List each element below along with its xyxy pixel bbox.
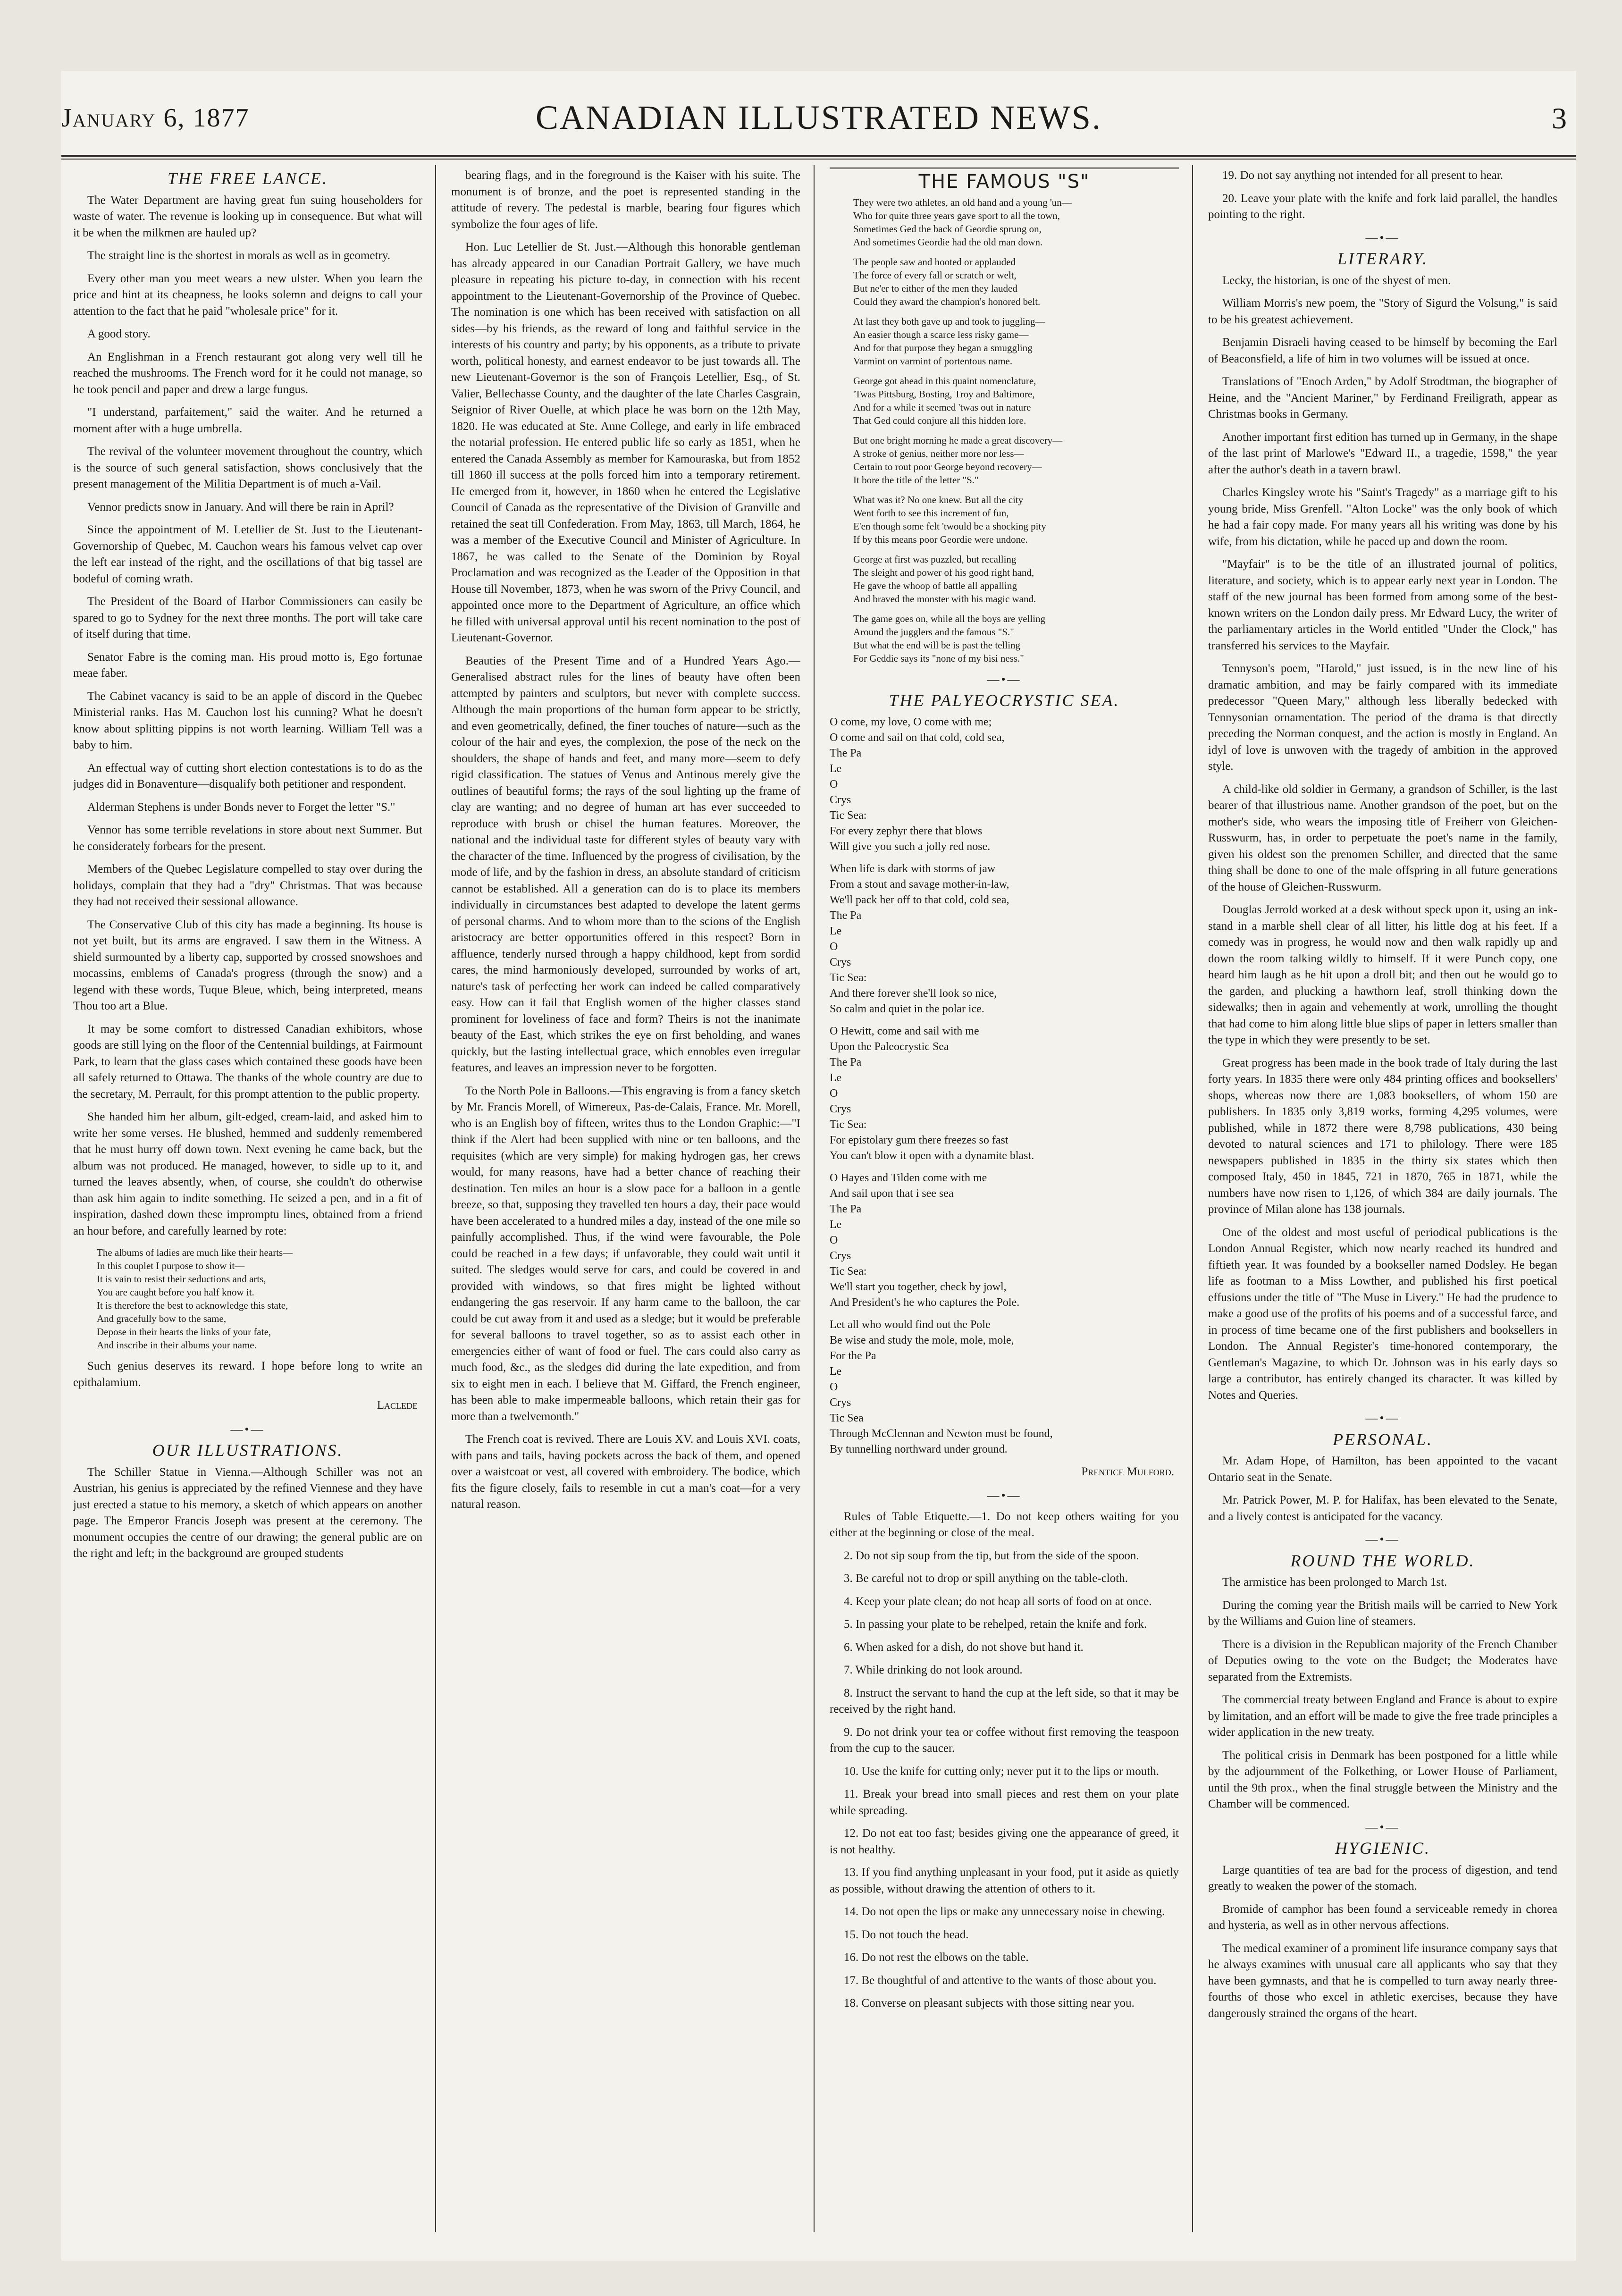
rule-item: 11. Break your bread into small pieces and rest them on your plate while spreading. [830, 1788, 1179, 1817]
verse-line: Crys [830, 956, 851, 968]
ornament-divider: —•— [1365, 1532, 1400, 1546]
literary-item: Charles Kingsley wrote his "Saint's Tragedy" as a marriage gift to his young bride, Miss Grenfell. "Alton Locke" was the only book of which he had a fair copy made. For many years all his writing was done by his wife, from his dictation, while he paced up and down the room. [1208, 486, 1557, 548]
stanza [830, 861, 1179, 1017]
section-title-personal: PERSONAL. [1333, 1430, 1433, 1449]
verse-line: O [830, 1234, 838, 1246]
paragraph: The Conservative Club of this city has made a beginning. Its house is not yet built, but its arms are engraved. I saw them in the Witness. A shield surmounted by a liberty cap, supported by crossed snowshoes and mocassins, emblems of Canada's progress (through the snow) and a legend with these words, Tuque Bleue, which, being interpreted, means Thou too art a Blue. [73, 918, 422, 1012]
world-item: The armistice has been prolonged to March 1st. [1222, 1576, 1447, 1589]
section-title-round-world: ROUND THE WORLD. [1290, 1551, 1475, 1570]
verse-line: The force of every fall or scratch or welt, [853, 269, 1017, 281]
verse-line: Tic Sea: [830, 809, 867, 822]
rule-item: 15. Do not touch the head. [844, 1928, 969, 1941]
paragraph: "I understand, parfaitement," said the waiter. And he returned a moment after with a huge umbrella. [73, 406, 422, 435]
paragraph: Members of the Quebec Legislature compelled to stay over during the holidays, complain that they had a "dry" Christmas. That was because they had not received their sessional allowance. [73, 863, 422, 908]
verse-line: Crys [830, 793, 851, 806]
literary-item: Benjamin Disraeli having ceased to be himself by becoming the Earl of Beaconsfield, a life of him in two volumes will be issued at once. [1208, 336, 1557, 365]
paragraph: She handed him her album, gilt-edged, cream-laid, and asked him to write her some verses. He blushed, hemmed and suddenly remembered that he must hurry off down town. Next evening he came back, but the album was not produced. He managed, however, to sidle up to it, and turned the leaves absently, when, of course, she couldn't do otherwise than ask him again to indite something. He seized a pen, and in a fit of inspiration, dashed down these impromptu lines, obtained from a friend an hour before, and carefully learned by rote: [73, 1110, 422, 1237]
rule-item: 4. Keep your plate clean; do not heap all sorts of food on at once. [844, 1595, 1152, 1608]
verse-line: The Pa [830, 909, 862, 922]
verse-line: Tic Sea [830, 1412, 864, 1424]
paragraph: The straight line is the shortest in morals as well as in geometry. [87, 249, 390, 262]
verse-line: He gave the whoop of battle all appalling [853, 580, 1017, 591]
column-3 [830, 168, 1179, 2244]
issue-date: January 6, 1877 [61, 103, 250, 133]
rule-item: 13. If you find anything unpleasant in your food, put it aside as quietly as possible, without drawing the attention of others to it. [830, 1866, 1179, 1895]
verse-line: 'Twas Pittsburg, Bosting, Troy and Baltimore, [853, 388, 1035, 400]
verse-line: Tic Sea: [830, 971, 867, 984]
paragraph: To the North Pole in Balloons.—This engraving is from a fancy sketch by Mr. Francis Morell, of Wimereux, Pas-de-Calais, France. Mr. Morell, who is an English boy of fifteen, writes thus to the London Graphic:—"I think if the Alert had been supplied with nine or ten balloons, and the requisites (which are very simple) for making hydrogen gas, her crews would, for many reasons, have had a better chance of reaching their destination. Ten miles an hour is a slow pace for a balloon in a gentle breeze, so that, supposing they travelled ten hours a day, their pace would have been accelerated to a hundred miles a day, instead of the one mile so painfully accomplished. Thus, if the wind were favourable, the Pole could be reached in a few days; if unfavorable, they could wait until it suited. The sledges would serve for cars, and could be covered in and provided with windows, so that fires might be lighted without endangering the gas reservoir. If any harm came to the balloon, the car could be cut away from it and used as a sledge; but it would be preferable for several balloons to travel together, so as to assist each other in emergencies either of want of food or fuel. The cars could also carry as much food, &c., as the sledges did during the late expedition, and from six to eight men in each. I believe that M. Giffard, the French engineer, has been able to make impermeable balloons, which retain their gas for more than a twelvemonth." [451, 1084, 800, 1423]
signature-laclede: Laclede [377, 1399, 418, 1412]
ornament-divider: —•— [1365, 1411, 1400, 1425]
literary-item: "Mayfair" is to be the title of an illustrated journal of politics, literature, and society, which is to appear early next year in London. The staff of the new journal has been formed from among some of the best-known writers on the London daily press. Mr Edward Lucy, the writer of the parliamentary articles in the World entitled "Under the Clock," has transferred his services to the Mayfair. [1208, 558, 1557, 652]
verse-line: George got ahead in this quaint nomenclature, [853, 375, 1036, 387]
hygienic-item: The medical examiner of a prominent life insurance company says that he always examines with unusual care all applicants who say that they have been gymnasts, and that he is compelled to turn away nearly three-fourths of those who excel in athletic exercises, because they have dangerously strained the organs of the heart. [1208, 1942, 1557, 2020]
verse-line: For every zephyr there that blows [830, 824, 983, 837]
verse-line: Could they award the champion's honored belt. [853, 295, 1041, 307]
column-divider [814, 165, 815, 2232]
verse-line: Le [830, 1365, 842, 1378]
verse-line: We'll pack her off to that cold, cold sea, [830, 893, 1009, 906]
literary-item: One of the oldest and most useful of periodical publications is the London Annual Register, which now nearly reached its hundred and fiftieth year. It was founded by a bookseller named Dodsley. He began life as footman to a Miss Lowther, and published his first poetical effusions under the title of "The Muse in Livery." He had the prudence to make a good use of the profits of his poems and of a successful farce, and in process of time became one of the first publishers and booksellers in London. The Annual Register's time-honored contemporary, the Gentleman's Magazine, to which Dr. Johnson was in his early days so large a contributor, has entirely changed its character. It was killed by Notes and Queries. [1208, 1226, 1557, 1402]
literary-item: Tennyson's poem, "Harold," just issued, is in the new line of his dramatic ambition, and may be fairly compared with its immediate predecessor "Queen Mary," although less liberally bedecked with Tennysonian ornamentation. The period of the drama is that directly preceding the Norman conquest, and the action is mostly in England. An idyl of love is unwoven with the tragedy of ambition in the approved style. [1208, 662, 1557, 773]
illustrations-paragraph: The Schiller Statue in Vienna.—Although Schiller was not an Austrian, his genius is appreciated by the refined Viennese and they have just erected a statue to his memory, a sketch of which appears on another page. The Emperor Francis Joseph was present at the ceremony. The monument occupies the centre of our drawing; the general public are on the right and left; in the background are grouped students [73, 1465, 422, 1560]
verse-line: It is therefore the best to acknowledge this state, [97, 1300, 288, 1311]
verse-line: But what the end will be is past the telling [853, 639, 1021, 651]
rule-item: 20. Leave your plate with the knife and fork laid parallel, the handles pointing to the right. [1208, 192, 1557, 221]
verse-line: They were two athletes, an old hand and a young 'un— [853, 196, 1072, 208]
paragraph: An Englishman in a French restaurant got along very well till he reached the mushrooms. The French word for it he could not manage, so he took pencil and paper and drew a large fungus. [73, 350, 422, 396]
section-title-illustrations: OUR ILLUSTRATIONS. [152, 1441, 344, 1460]
rule-item: 6. When asked for a dish, do not shove but hand it. [844, 1640, 1084, 1654]
paragraph: It may be some comfort to distressed Canadian exhibitors, whose goods are still lying on the floor of the Centennial buildings, at Fairmount Park, to learn that the glass cases which contained these goods have been all safely returned to Ottawa. The thanks of the whole country are due to the secretary, M. Perrault, for this prompt attention to the public property. [73, 1022, 422, 1101]
verse-line: That Ged could conjure all this hidden lore. [853, 414, 1026, 426]
hygienic-items [1208, 1862, 1557, 2022]
literary-item: Translations of "Enoch Arden," by Adolf Strodtman, the biographer of Heine, and the "Ancient Mariner," by Ferdinand Freiligrath, appear as Christmas books in Germany. [1208, 375, 1557, 421]
personal-item: Mr. Patrick Power, M. P. for Halifax, has been elevated to the Senate, and a lively contest is anticipated for the vacancy. [1208, 1494, 1557, 1523]
verse-line: It is vain to resist their seductions and arts, [97, 1273, 266, 1285]
stanza [830, 434, 1179, 487]
world-item: There is a division in the Republican majority of the French Chamber of Deputies owing to the vote on the Budget; the Moderates have separated from the Extremists. [1208, 1638, 1557, 1683]
verse-line: O Hewitt, come and sail with me [830, 1025, 979, 1037]
verse-line: Be wise and study the mole, mole, mole, [830, 1334, 1014, 1346]
stanza [830, 553, 1179, 606]
verse-line: If by this means poor Geordie were undone. [853, 533, 1028, 545]
column-2 [451, 168, 800, 2244]
rule-item: 8. Instruct the servant to hand the cup at the left side, so that it may be received by the right hand. [830, 1686, 1179, 1716]
after-verse-paragraph: Such genius deserves its reward. I hope before long to write an epithalamium. [73, 1360, 422, 1389]
literary-item: William Morris's new poem, the "Story of Sigurd the Volsung," is said to be his greatest achievement. [1208, 297, 1557, 326]
verse-line: Depose in their hearts the links of your fate, [97, 1326, 271, 1337]
verse-line: Through McClennan and Newton must be found, [830, 1427, 1053, 1440]
verse-line: Went forth to see this increment of fun, [853, 507, 1009, 519]
verse-line: Crys [830, 1396, 851, 1409]
paragraph: The revival of the volunteer movement throughout the country, which is the source of such general satisfaction, shows conclusively that the present management of the Militia Department is of much a-Vail. [73, 445, 422, 490]
verse-line: And sail upon that i see sea [830, 1187, 954, 1200]
verse-line: A stroke of genius, neither more nor less— [853, 447, 1024, 459]
verse-line: In this couplet I purpose to show it— [97, 1260, 245, 1271]
verse-line: Let all who would find out the Pole [830, 1318, 991, 1331]
stanza [830, 315, 1179, 368]
paragraph: The French coat is revived. There are Louis XV. and Louis XVI. coats, with pans and tails, having pockets across the back of them, and opened over a waistcoat or vest, all covered with embroidery. The bodice, which fits the figure closely, fails to resemble in cut a man's coat—for a very natural reason. [451, 1433, 800, 1511]
stanza [830, 493, 1179, 546]
masthead [61, 90, 1576, 146]
verse-line: When life is dark with storms of jaw [830, 862, 996, 875]
verse-line: For Geddie says its "none of my bisi ness." [853, 652, 1024, 664]
stanza [830, 1317, 1179, 1457]
rule-item: 9. Do not drink your tea or coffee without first removing the teaspoon from the cup to the saucer. [830, 1725, 1179, 1755]
world-item: The political crisis in Denmark has been postponed for a little while by the adjournment of the Folkething, or Lower House of Parliament, until the 9th prox., when the final struggle between the Ministry and the Chamber will be commenced. [1208, 1749, 1557, 1810]
table-etiquette-rules-cont [1208, 168, 1557, 223]
column-divider [1192, 165, 1193, 2232]
section-title-literary: LITERARY. [1337, 249, 1429, 268]
verse-line: And for that purpose they began a smuggling [853, 342, 1033, 353]
stanza [830, 1024, 1179, 1164]
famous-s-poem [830, 196, 1179, 665]
verse-line: And gracefully bow to the same, [97, 1313, 227, 1324]
album-verse [73, 1246, 422, 1352]
rule-item: 2. Do not sip soup from the tip, but from the side of the spoon. [844, 1549, 1139, 1562]
verse-line: Will give you such a jolly red nose. [830, 840, 991, 853]
rule-item: 16. Do not rest the elbows on the table. [844, 1951, 1029, 1964]
verse-line: The people saw and hooted or applauded [853, 256, 1016, 268]
personal-item: Mr. Adam Hope, of Hamilton, has been appointed to the vacant Ontario seat in the Senate. [1208, 1455, 1557, 1484]
verse-line: O come and sail on that cold, cold sea, [830, 731, 1005, 744]
verse-line: O [830, 1380, 838, 1393]
paragraph: Alderman Stephens is under Bonds never to Forget the letter "S." [87, 800, 395, 814]
verse-line: From a stout and savage mother-in-law, [830, 878, 1009, 891]
verse-line: The game goes on, while all the boys are yelling [853, 613, 1046, 624]
verse-line: And President's he who captures the Pole. [830, 1296, 1020, 1309]
paragraph: An effectual way of cutting short election contestations is to do as the judges did in Bonaventure—disqualify both petitioner and respondent. [73, 761, 422, 791]
ornament-divider: —•— [1365, 1820, 1400, 1834]
verse-line: And for a while it seemed 'twas out in nature [853, 401, 1031, 413]
palyeocrystic-poem [830, 715, 1179, 1457]
verse-line: And sometimes Geordie had the old man down. [853, 236, 1043, 248]
paragraph: Hon. Luc Letellier de St. Just.—Although this honorable gentleman has already appeared in our Canadian Portrait Gallery, we have much pleasure in repeating his picture to-day, in connection with his recent appointment to the Lieutenant-Governorship of the Province of Quebec. The nomination is one which has been received with satisfaction on all sides—by his friends, as the reward of long and faithful service in the interests of his country and party; by his opponents, as a tribute to private worth, political honesty, and earnest endeavor to be just towards all. The new Lieutenant-Governor is the son of François Letellier, Esq., of St. Valier, Bellechasse County, and the daughter of the late Charles Casgrain, Seignior of River Ouelle, at which place he was born on the 12th May, 1820. He was educated at Ste. Anne College, and early in life embraced the notarial profession. He entered public life so early as 1851, when he entered the Canada Assembly as member for Kamouraska, but from 1852 till 1860 ill success at the polls forced him into a temporary retirement. He emerged from it, however, in 1860 when he entered the Legislative Council of Canada as the representative of the Division of Granville and retained the seat till Confederation. From May, 1863, till March, 1864, he was a member of the Executive Council and Minister of Agriculture. In 1867, he was called to the Senate of the Dominion by Royal Proclamation and was recognized as the Leader of the Opposition in that House till November, 1873, when he was sworn of the Privy Council, and appointed once more to the Department of Agriculture, an office which he filled with universal approval until his recent nomination to the post of Lieutenant-Governor. [451, 241, 800, 644]
world-item: The commercial treaty between England and France is about to expire by limitation, and an effort will be made to give the free trade principles a wider application in the new treaty. [1208, 1693, 1557, 1739]
verse-line: The Pa [830, 747, 862, 759]
verse-line: O Hayes and Tilden come with me [830, 1171, 987, 1184]
verse-line: Certain to rout poor George beyond recovery— [853, 461, 1042, 472]
verse-line: Who for quite three years gave sport to all the town, [853, 210, 1060, 221]
literary-item: Another important first edition has turned up in Germany, in the shape of the last print of Marlowe's "Edward II., a tragedie, 1598," the year after the author's death in a tavern brawl. [1208, 430, 1557, 476]
verse-line: For the Pa [830, 1349, 876, 1362]
verse-line: Sometimes Ged the back of Geordie sprung on, [853, 223, 1042, 235]
page-number: 3 [1552, 101, 1567, 135]
literary-item: Great progress has been made in the book trade of Italy during the last forty years. In 1835 there were only 484 printing offices and booksellers' shops, whereas now there are 1,083 booksellers, of whom 150 are publishers. In 1835 only 3,819 works, forming 4,295 volumes, were published, while in 1872 there were 8,798 publications, 430 being devoted to natural sciences and 171 to philology. There were 185 newspapers published in 1835 in the thirty six states which then composed Italy, 450 in 1845, 721 in 1870, 765 in 1871, while the numbers have now risen to 1,126, of which 384 are daily journals. The province of Milan alone has 138 journals. [1208, 1056, 1557, 1216]
rule-item: 17. Be thoughtful of and attentive to the wants of those about you. [844, 1974, 1157, 1987]
rule-item: 7. While drinking do not look around. [844, 1664, 1023, 1676]
paragraph: The President of the Board of Harbor Commissioners can easily be spared to go to Sydney for the next three months. The port will take care of itself during that time. [73, 595, 422, 640]
free-lance-paragraphs [73, 193, 422, 1240]
masthead-rule [61, 155, 1576, 157]
verse-line: You are caught before you half know it. [97, 1287, 254, 1298]
verse-line: Le [830, 1071, 842, 1084]
stanza [830, 1170, 1179, 1311]
verse-line: O [830, 1087, 838, 1100]
world-item: During the coming year the British mails will be carried to New York by the Williams and Guion line of steamers. [1208, 1598, 1557, 1628]
personal-items [1208, 1453, 1557, 1525]
column-divider [435, 165, 436, 2232]
rule-item: 5. In passing your plate to be rehelped, retain the knife and fork. [844, 1618, 1147, 1631]
verse-line: Tic Sea: [830, 1265, 867, 1278]
verse-line: The sleight and power of his good right hand, [853, 566, 1034, 578]
verse-line: It bore the title of the letter "S." [853, 474, 979, 486]
verse-line: The albums of ladies are much like their hearts— [97, 1247, 293, 1258]
section-title-famous-s: THE FAMOUS "S" [918, 171, 1090, 193]
paragraph: The Cabinet vacancy is said to be an apple of discord in the Quebec Ministerial ranks. Has M. Cauchon lost his cunning? What he doesn't know about splitting pippins is not worth learning. William Tell was a baby to him. [73, 690, 422, 751]
verse-line: At last they both gave up and took to juggling— [853, 315, 1045, 327]
verse-line: George at first was puzzled, but recalling [853, 553, 1017, 565]
table-etiquette-intro: Rules of Table Etiquette.—1. Do not keep others waiting for you either at the beginning or close of the meal. [830, 1510, 1179, 1539]
column-1 [73, 168, 422, 2244]
stanza [830, 374, 1179, 427]
section-title-palyeocrystic: THE PALYEOCRYSTIC SEA. [889, 691, 1120, 710]
verse-line: But ne'er to either of the men they lauded [853, 282, 1017, 294]
round-world-items [1208, 1574, 1557, 1813]
verse-line: Upon the Paleocrystic Sea [830, 1040, 949, 1053]
signature-mulford: Prentice Mulford. [1081, 1465, 1174, 1478]
verse-line: Le [830, 762, 842, 775]
stanza [830, 196, 1179, 249]
box-rule [830, 168, 1179, 169]
rule-item: 19. Do not say anything not intended for all present to hear. [1222, 169, 1504, 182]
verse-line: The Pa [830, 1056, 862, 1068]
verse-line: What was it? No one knew. But all the city [853, 494, 1024, 505]
verse-line: Le [830, 1218, 842, 1231]
illustrations-paragraphs [451, 168, 800, 1513]
section-title-hygienic: HYGIENIC. [1335, 1839, 1430, 1858]
verse-line: O [830, 778, 838, 791]
rule-item: 3. Be careful not to drop or spill anything on the table-cloth. [844, 1572, 1128, 1585]
masthead-rule-thin [61, 159, 1576, 160]
paragraph: A good story. [87, 328, 151, 340]
hygienic-item: Large quantities of tea are bad for the process of digestion, and tend greatly to weaken the power of the stomach. [1208, 1863, 1557, 1892]
verse-line: We'll start you together, check by jowl, [830, 1280, 1007, 1293]
literary-item: A child-like old soldier in Germany, a grandson of Schiller, is the last bearer of that illustrious name. Another grandson of the poet, but on the mother's side, who wears the imposing title of Freiherr von Gleichen-Russwurm, has, in order to perpetuate the poet's name in the family, given his oldest son the prenomen Schiller, and directed that the same thing shall be done to one of the male offspring in all future generations of the house of Gleichen-Russwurm. [1208, 782, 1557, 893]
verse-line: You can't blow it open with a dynamite blast. [830, 1149, 1034, 1162]
rule-item: 12. Do not eat too fast; besides giving one the appearance of greed, it is not healthy. [830, 1827, 1179, 1856]
rule-item: 10. Use the knife for cutting only; never put it to the lips or mouth. [844, 1765, 1159, 1778]
paragraph: Since the appointment of M. Letellier de St. Just to the Lieutenant-Governorship of Quebec, M. Cauchon wears his famous velvet cap over the left ear instead of the right, and the oscillations of that big tassel are bodeful of coming wrath. [73, 523, 422, 585]
verse-line: O [830, 940, 838, 953]
verse-line: So calm and quiet in the polar ice. [830, 1002, 984, 1015]
verse-line: But one bright morning he made a great discovery— [853, 434, 1063, 446]
rule-item: 18. Converse on pleasant subjects with those sitting near you. [844, 1997, 1135, 2010]
verse-line: E'en though some felt 'twould be a shocking pity [853, 520, 1046, 532]
verse-line: Varmint on varmint of portentous name. [853, 355, 1013, 367]
stanza [830, 612, 1179, 665]
verse-line: Crys [830, 1249, 851, 1262]
ornament-divider: —•— [987, 672, 1022, 686]
verse-line: Crys [830, 1102, 851, 1115]
verse-line: And there forever she'll look so nice, [830, 987, 997, 1000]
stanza [830, 255, 1179, 308]
verse-line: Le [830, 925, 842, 937]
hygienic-item: Bromide of camphor has been found a serviceable remedy in chorea and hysteria, as well as in other nervous affections. [1208, 1902, 1557, 1932]
paragraph: Every other man you meet wears a new ulster. When you learn the price and hint at its cheapness, he looks solemn and deigns to call your attention to the fact that he paid "wholesale price" for it. [73, 272, 422, 318]
verse-line: The Pa [830, 1203, 862, 1215]
verse-line: O come, my love, O come with me; [830, 715, 992, 728]
paragraph: Beauties of the Present Time and of a Hundred Years Ago.—Generalised abstract rules for the lines of beauty have often been attempted by painters and sculptors, but never with complete success. Although the main proportions of the human form appear to be strictly, and even geometrically, defined, the finer touches of nature—such as the colour of the hair and eyes, the complexion, the pose of the neck on the shoulders, the shape of hands and feet, and many more—seem to defy rigid classification. The statues of Venus and Antinous merely give the outlines of beautiful forms; the rays of the soul lighting up the frame of clay are wanting; and no degree of human art has ever succeeded to reproduce with brush or chisel the human features. Moreover, the national and the individual taste for different styles of beauty vary with the character of the time. Influenced by the progress of civilisation, by the mode of life, and by the fashion in dress, an absolute standard of criticism cannot be established. All a generation can do is to place its members individually in circumstances best adapted to develope the latent germs of personal charms. And to whom more than to the scions of the English aristocracy are better opportunities offered in this respect? Born in affluence, tenderly nursed through a happy childhood, kept from sordid cares, the mind harmoniously developed, surrounded by works of art, nature's task of perfecting her work can indeed be called comparatively easy. How can it fail that English women of the higher classes stand prominent for loveliness of face and form? Theirs is not the inanimate beauty of the East, which strikes the eye on first beholding, and wanes quickly, but the lasting intellectual grace, which ennobles even irregular features, and leaves an impression never to be forgotten. [451, 654, 800, 1074]
ornament-divider: —•— [987, 1489, 1022, 1502]
verse-line: For epistolary gum there freezes so fast [830, 1134, 1008, 1146]
newspaper-title: CANADIAN ILLUSTRATED NEWS. [536, 99, 1102, 136]
literary-item: Lecky, the historian, is one of the shyest of men. [1222, 274, 1451, 287]
section-title-free-lance: THE FREE LANCE. [168, 169, 328, 188]
paragraph: Senator Fabre is the coming man. His proud motto is, Ego fortunae meae faber. [73, 650, 422, 680]
stanza [830, 715, 1179, 855]
paragraph: bearing flags, and in the foreground is the Kaiser with his suite. The monument is of bronze, and the poet is represented standing in the attitude of revery. The pedestal is marble, bearing four figures which symbolize the four ages of life. [451, 169, 800, 231]
verse-line: By tunnelling northward under ground. [830, 1443, 1008, 1455]
verse-line: And braved the monster with his magic wand. [853, 593, 1036, 605]
newspaper-page [61, 71, 1576, 2261]
rule-item: 14. Do not open the lips or make any unnecessary noise in chewing. [844, 1905, 1165, 1918]
literary-items [1208, 273, 1557, 1404]
verse-line: And inscribe in their albums your name. [97, 1339, 257, 1351]
verse-line: Around the jugglers and the famous "S." [853, 626, 1014, 638]
ornament-divider: —•— [230, 1422, 265, 1436]
table-etiquette-rules [830, 1548, 1179, 2012]
verse-line: Tic Sea: [830, 1118, 867, 1131]
verse-line: An easier though a scarce less risky game— [853, 328, 1029, 340]
paragraph: The Water Department are having great fun suing householders for waste of water. The revenue is looking up in consequence. But what will it be when the milkmen are hauled up? [73, 193, 422, 239]
paragraph: Vennor has some terrible revelations in store about next Summer. But he considerately forbears for the present. [73, 824, 422, 853]
literary-item: Douglas Jerrold worked at a desk without speck upon it, using an ink-stand in a marble shell clear of all litter, his little dog at his feet. If a comedy was in progress, he would now and then walk rapidly up and down the room talking wildly to himself. If it were Punch copy, one heard him laugh as he hit upon a droll bit; and then out he would go to the garden, and plucking a hawthorn leaf, stroll thinking down the sidewalks; then in again and vehemently at work, unrolling the thought that had come to him along little blue slips of paper in letters smaller than the type in which they were presently to be set. [1208, 903, 1557, 1046]
column-4 [1208, 168, 1557, 2244]
paragraph: Vennor predicts snow in January. And will there be rain in April? [87, 500, 394, 513]
ornament-divider: —•— [1365, 230, 1400, 244]
